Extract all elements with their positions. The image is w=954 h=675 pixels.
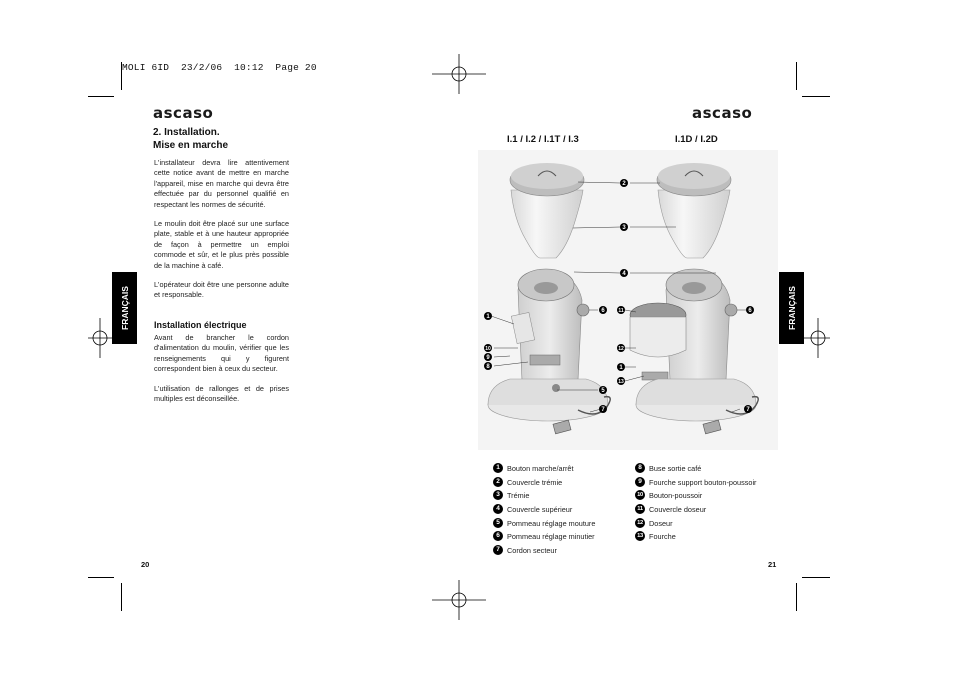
callout-4: 4 — [622, 271, 626, 277]
legend-number: 9 — [635, 477, 645, 487]
subheading-electrical: Installation électrique — [154, 320, 247, 330]
legend-item — [635, 462, 701, 474]
page-number-right: 21 — [768, 560, 777, 569]
section-title — [153, 126, 228, 152]
callout-8-left: 8 — [486, 364, 490, 370]
paragraph-installer: L'installateur devra lire attentivement cette notice avant de mettre en marche l'appareil, mise en marche qui devra être effectuée par du personnel qualifié en respectant les normes de sécurité. — [154, 158, 289, 209]
crop-mark-tl-h — [88, 96, 114, 97]
callout-12: 12 — [618, 346, 624, 352]
legend-item — [493, 517, 595, 529]
language-tab-right — [779, 272, 804, 344]
legend-item — [493, 489, 529, 501]
legend-item — [635, 489, 702, 501]
paragraph-placement: Le moulin doit être placé sur une surface plate, stable et à une hauteur appropriée de façon à permettre un emploi commode et sûr, et le plus près possible de la machine à café. — [154, 219, 289, 270]
legend-label: Couvercle trémie — [507, 477, 563, 487]
legend-number: 4 — [493, 504, 503, 514]
language-tab-left — [112, 272, 137, 344]
legend-label: Bouton-poussoir — [649, 490, 703, 500]
section-title-line1: 2. Installation. — [153, 127, 220, 138]
legend-label: Pommeau réglage mouture — [507, 518, 596, 528]
callout-10-left: 10 — [485, 346, 491, 352]
paragraph-extension: L'utilisation de rallonges et de prises multiples est déconseillée. — [154, 384, 289, 404]
callout-13: 13 — [618, 379, 624, 385]
callout-9-left: 9 — [486, 355, 490, 361]
legend-number: 10 — [635, 490, 645, 500]
brand-logo-left: ascaso — [153, 104, 214, 122]
legend-item — [493, 476, 562, 488]
model-label-right: I.1D / I.2D — [675, 134, 718, 145]
crop-mark-bl-v — [121, 583, 122, 611]
hopper-lid-top-right — [658, 163, 730, 189]
base-top-left — [488, 379, 608, 405]
legend-number: 12 — [635, 518, 645, 528]
crop-mark-tr-v — [796, 62, 797, 90]
language-tab-left-label: FRANÇAIS — [119, 286, 130, 330]
legend-item — [493, 544, 557, 556]
top-cover-opening-right — [682, 282, 706, 294]
callout-1: 1 — [486, 314, 490, 320]
callout-7-left: 7 — [601, 407, 605, 413]
crop-mark-br-v — [796, 583, 797, 611]
print-slug: MOLI 6ID 23/2/06 10:12 Page 20 — [122, 62, 317, 73]
fork-left — [530, 355, 560, 365]
fine-knob-right — [725, 304, 737, 316]
fine-knob-left — [577, 304, 589, 316]
legend-label: Fourche support bouton-poussoir — [649, 477, 757, 487]
callout-6-right: 6 — [748, 308, 752, 314]
callout-7-right: 7 — [746, 407, 750, 413]
crop-mark-bl-h — [88, 577, 114, 578]
doser — [630, 317, 686, 357]
legend-item — [493, 530, 595, 542]
legend-label: Cordon secteur — [507, 545, 557, 555]
base-top-right — [636, 379, 756, 405]
page-number-left: 20 — [141, 560, 150, 569]
callout-11: 11 — [618, 308, 624, 314]
legend-item — [635, 530, 676, 542]
hopper-lid-top-left — [511, 163, 583, 189]
callout-5: 5 — [601, 388, 605, 394]
legend-number: 3 — [493, 490, 503, 500]
legend-label: Bouton marche/arrêt — [507, 463, 574, 473]
registration-mark-bottom — [432, 580, 486, 620]
callout-6-left: 6 — [601, 308, 605, 314]
legend-number: 13 — [635, 531, 645, 541]
brand-logo-right: ascaso — [692, 104, 753, 122]
legend-label: Trémie — [507, 490, 530, 500]
legend-item — [635, 503, 706, 515]
section-title-line2: Mise en marche — [153, 140, 229, 151]
callout-3: 3 — [622, 225, 626, 231]
legend-item — [635, 517, 673, 529]
legend-number: 7 — [493, 545, 503, 555]
legend-label: Buse sortie café — [649, 463, 702, 473]
legend-item — [493, 462, 574, 474]
registration-mark-right — [804, 318, 830, 358]
coarse-knob-left — [552, 384, 560, 392]
legend-number: 2 — [493, 477, 503, 487]
top-cover-opening-left — [534, 282, 558, 294]
legend-number: 8 — [635, 463, 645, 473]
model-label-left: I.1 / I.2 / I.1T / I.3 — [507, 134, 579, 145]
legend-label: Fourche — [649, 531, 676, 541]
crop-mark-br-h — [802, 577, 830, 578]
paragraph-power: Avant de brancher le cordon d'alimentation du moulin, vérifier que les renseignements qui y figurent correspondent bien à ceux du secteur. — [154, 333, 289, 374]
legend-number: 5 — [493, 518, 503, 528]
crop-mark-tr-h — [802, 96, 830, 97]
callout-1-right: 1 — [619, 365, 623, 371]
legend-number: 6 — [493, 531, 503, 541]
registration-mark-left — [88, 318, 114, 358]
grinder-illustration — [478, 150, 778, 450]
legend-number: 1 — [493, 463, 503, 473]
legend-item — [493, 503, 572, 515]
paragraph-operator: L'opérateur doit être une personne adulte et responsable. — [154, 280, 289, 300]
language-tab-right-label: FRANÇAIS — [786, 286, 797, 330]
legend-label: Couvercle supérieur — [507, 504, 573, 514]
registration-mark-top — [432, 54, 486, 94]
legend-number: 11 — [635, 504, 645, 514]
legend-item — [635, 476, 757, 488]
legend-label: Doseur — [649, 518, 673, 528]
legend-label: Pommeau réglage minutier — [507, 531, 595, 541]
legend-label: Couvercle doseur — [649, 504, 707, 514]
callout-2: 2 — [622, 181, 626, 187]
